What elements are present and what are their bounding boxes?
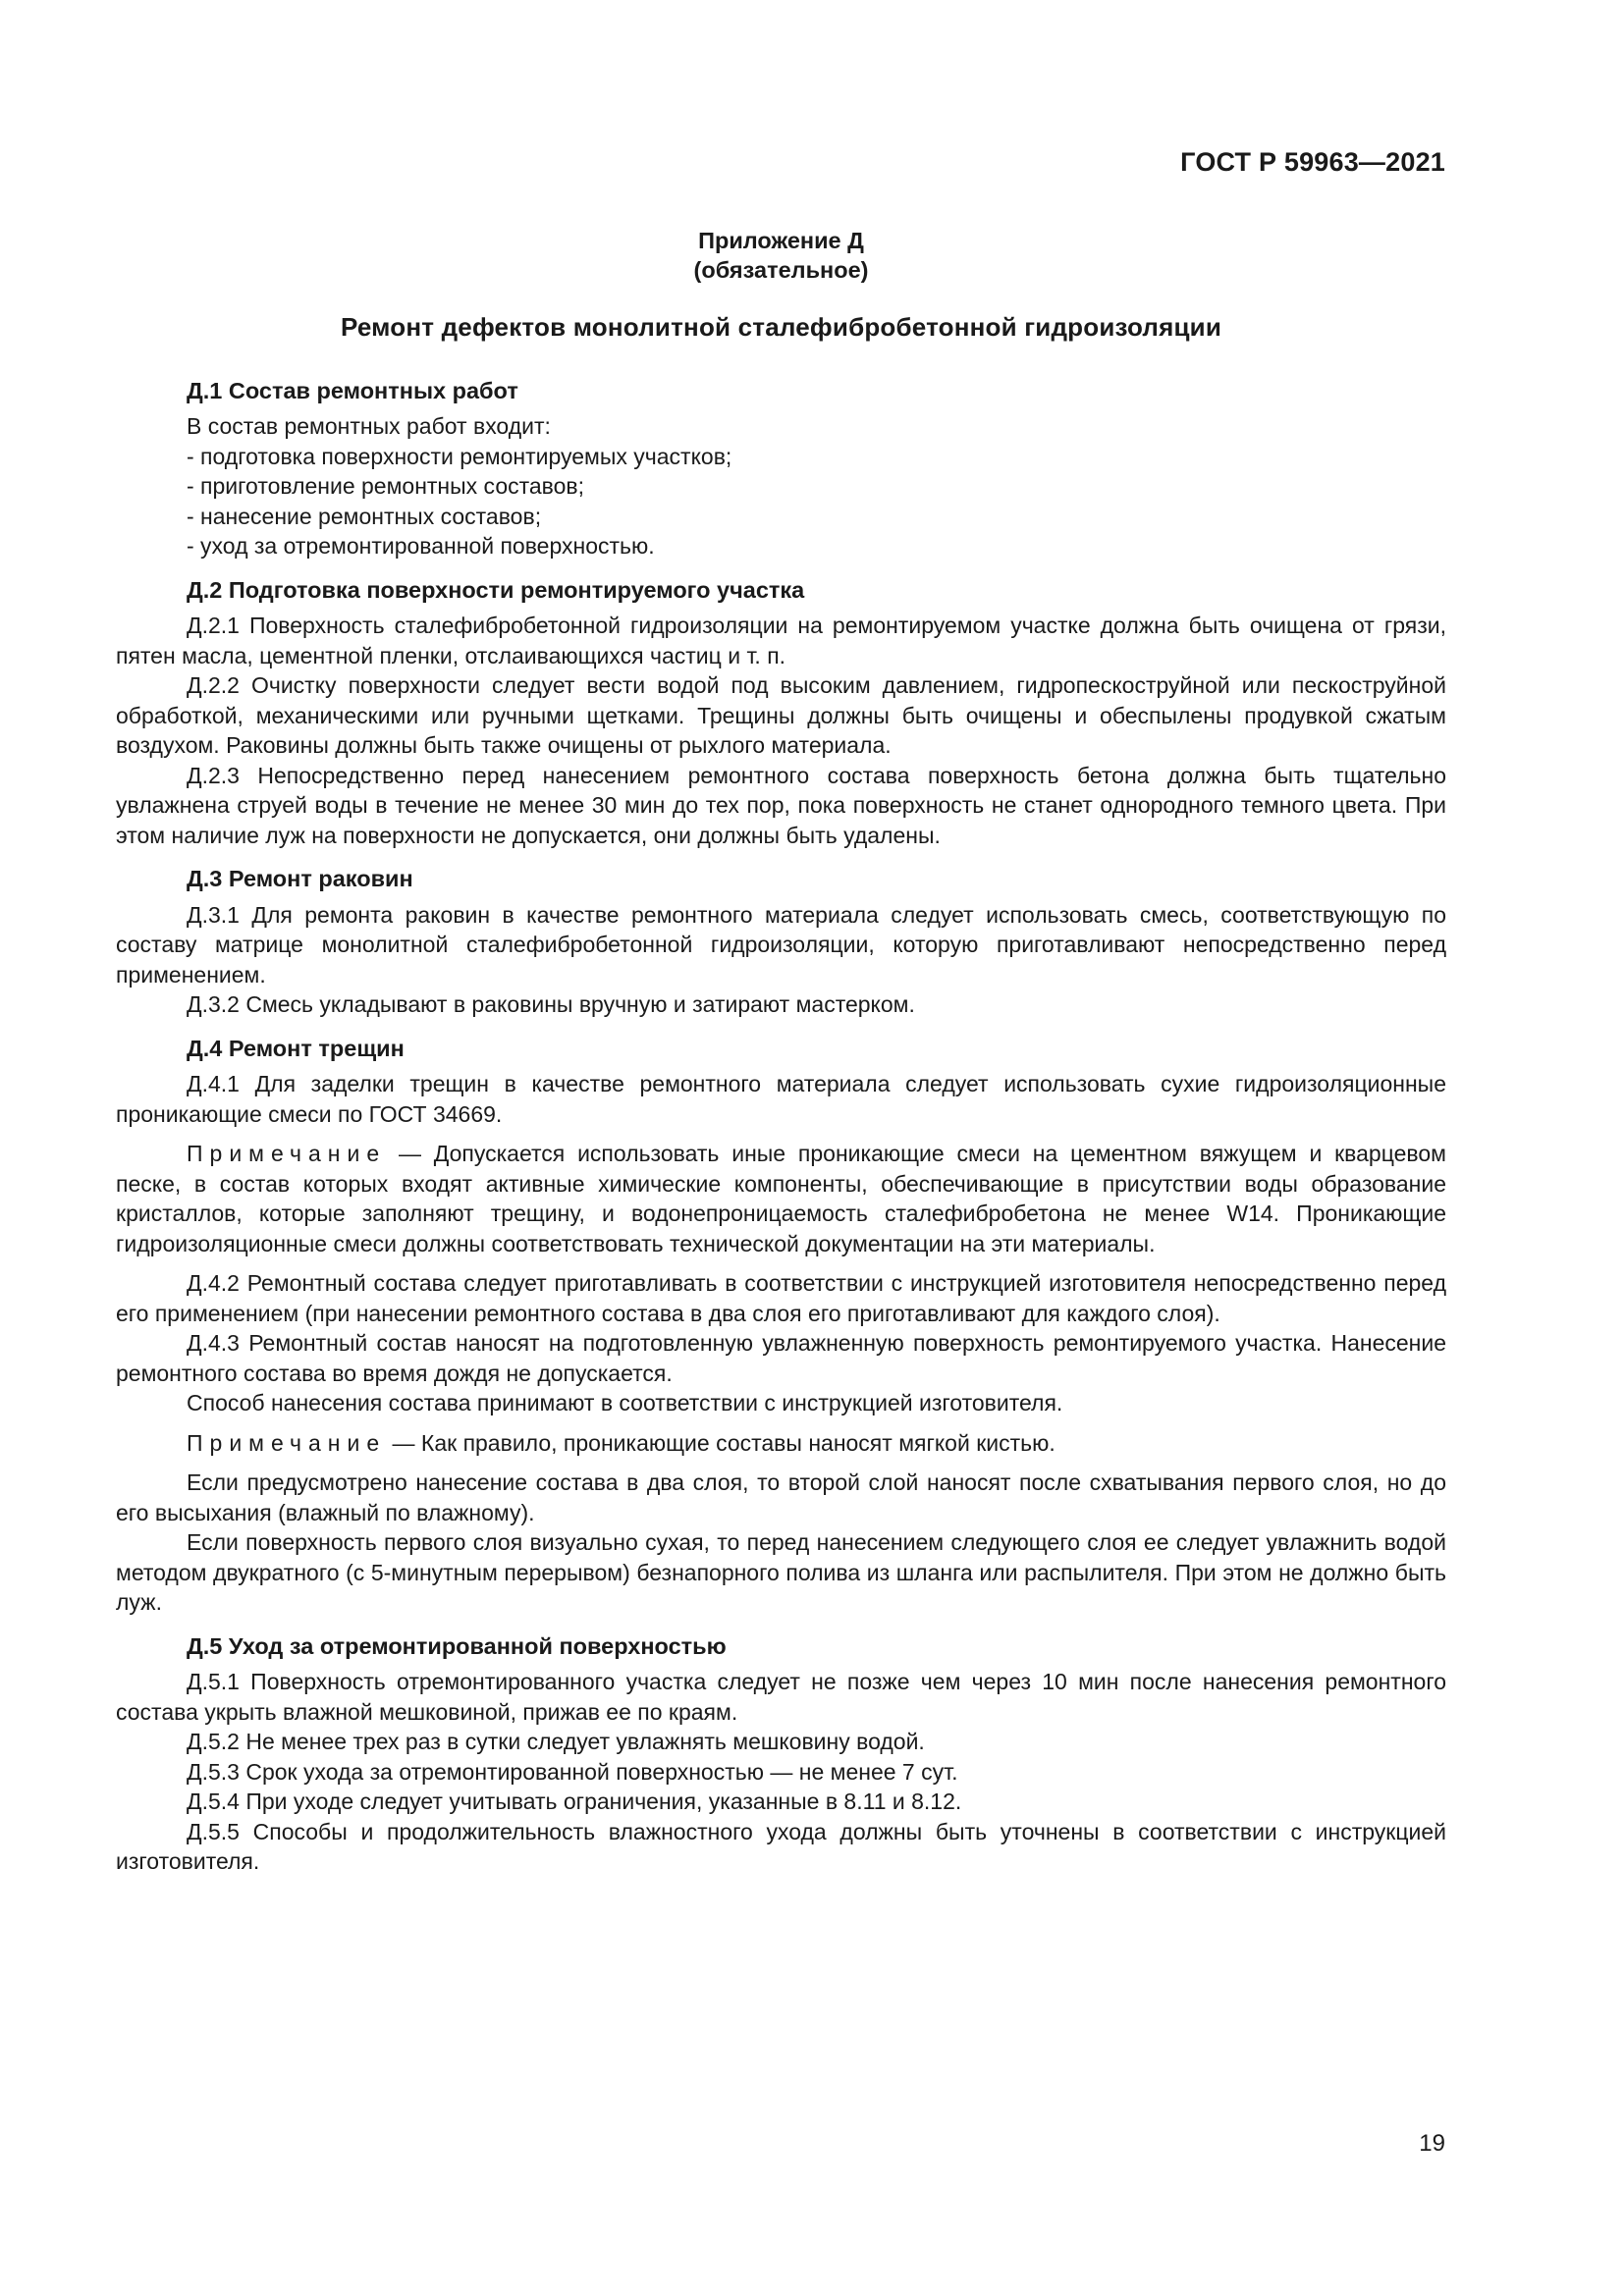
paragraph: Д.4.3 Ремонтный состав наносят на подготовленную увлажненную поверхность ремонтируемого участка. Нанесение ремонтного состава во время дождя не допускается. <box>116 1330 1446 1386</box>
document-code: ГОСТ Р 59963—2021 <box>1180 147 1445 177</box>
paragraph: В состав ремонтных работ входит: <box>187 413 551 439</box>
paragraph: Д.5.4 При уходе следует учитывать ограничения, указанные в 8.11 и 8.12. <box>187 1789 962 1814</box>
paragraph: Д.2.3 Непосредственно перед нанесением ремонтного состава поверхность бетона должна быть тщательно увлажнена струей воды в течение не менее 30 мин до тех пор, пока поверхность не станет однородного темного цвета. При этом наличие луж на поверхности не допускается, они должны быть удалены. <box>116 762 1446 848</box>
section-heading-d5: Д.5 Уход за отремонтированной поверхностью <box>187 1632 727 1659</box>
note <box>116 1139 1446 1258</box>
paragraph: Д.2.1 Поверхность сталефибробетонной гидроизоляции на ремонтируемом участке должна быть очищена от грязи, пятен масла, цементной пленки, отслаивающихся частиц и т. п. <box>116 613 1446 668</box>
paragraph: Д.5.1 Поверхность отремонтированного участка следует не позже чем через 10 мин после нанесения ремонтного состава укрыть влажной мешковиной, прижав ее по краям. <box>116 1669 1446 1725</box>
paragraph: Д.5.2 Не менее трех раз в сутки следует увлажнять мешковину водой. <box>187 1729 925 1754</box>
note-text: — Допускается использовать иные проникающие смеси на цементном вяжущем и кварцевом песке, в состав которых входят активные химические компоненты, обеспечивающие в присутствии воды образование кристаллов, которые заполняют трещину, и водонепроницаемость сталефибробетона не менее W14. Проникающие гидроизоляционные смеси должны соответствовать технической документации на эти материалы. <box>116 1141 1446 1256</box>
paragraph: Д.3.1 Для ремонта раковин в качестве ремонтного материала следует использовать смесь, соответствующую по составу матрице монолитной сталефибробетонной гидроизоляции, которую приготавливают непосредственно перед применением. <box>116 901 1446 988</box>
paragraph: Д.5.3 Срок ухода за отремонтированной поверхностью — не менее 7 сут. <box>187 1758 958 1785</box>
page-number: 19 <box>1419 2130 1445 2157</box>
annex-label: Приложение Д <box>698 228 864 253</box>
list-item: - подготовка поверхности ремонтируемых участков; <box>187 443 732 469</box>
document-body <box>116 226 1446 1877</box>
annex-title: Ремонт дефектов монолитной сталефибробетонной гидроизоляции <box>340 312 1222 342</box>
paragraph: Д.2.2 Очистку поверхности следует вести водой под высоким давлением, гидропескоструйной или пескоструйной обработкой, механическими или ручными щетками. Трещины должны быть очищены и обеспылены продувкой сжатым воздухом. Раковины должны быть также очищены от рыхлого материала. <box>116 672 1446 758</box>
list-item: - нанесение ремонтных составов; <box>187 503 542 529</box>
section-heading-d1: Д.1 Состав ремонтных работ <box>187 377 518 403</box>
list-item: - приготовление ремонтных составов; <box>187 473 585 499</box>
paragraph: Если предусмотрено нанесение состава в два слоя, то второй слой наносят после схватывания первого слоя, но до его высыхания (влажный по влажному). <box>116 1469 1446 1525</box>
paragraph: Д.5.5 Способы и продолжительность влажностного ухода должны быть уточнены в соответствии с инструкцией изготовителя. <box>116 1818 1446 1874</box>
section-heading-d3: Д.3 Ремонт раковин <box>187 866 413 891</box>
annex-status: (обязательное) <box>693 257 869 283</box>
section-heading-d4: Д.4 Ремонт трещин <box>187 1035 405 1061</box>
list-item: - уход за отремонтированной поверхностью. <box>187 533 655 559</box>
note-text: — Как правило, проникающие составы наносят мягкой кистью. <box>386 1429 1056 1456</box>
paragraph: Д.3.2 Смесь укладывают в раковины вручную и затирают мастерком. <box>187 991 915 1017</box>
note-label: Примечание <box>187 1429 387 1456</box>
paragraph: Если поверхность первого слоя визуально сухая, то перед нанесением следующего слоя ее следует увлажнить водой методом двукратного (с 5-минутным перерывом) безнапорного полива из шланга или распылителя. При этом не должно быть луж. <box>116 1529 1446 1615</box>
paragraph: Д.4.1 Для заделки трещин в качестве ремонтного материала следует использовать сухие гидроизоляционные проникающие смеси по ГОСТ 34669. <box>116 1071 1446 1127</box>
section-heading-d2: Д.2 Подготовка поверхности ремонтируемого участка <box>187 576 805 603</box>
note <box>116 1428 1446 1459</box>
paragraph: Способ нанесения состава принимают в соответствии с инструкцией изготовителя. <box>187 1390 1063 1415</box>
note-label: Примечание <box>187 1141 387 1166</box>
paragraph: Д.4.2 Ремонтный состава следует приготавливать в соответствии с инструкцией изготовителя непосредственно перед его применением (при нанесении ремонтного состава в два слоя его приготавливают для каждого слоя). <box>116 1270 1446 1326</box>
